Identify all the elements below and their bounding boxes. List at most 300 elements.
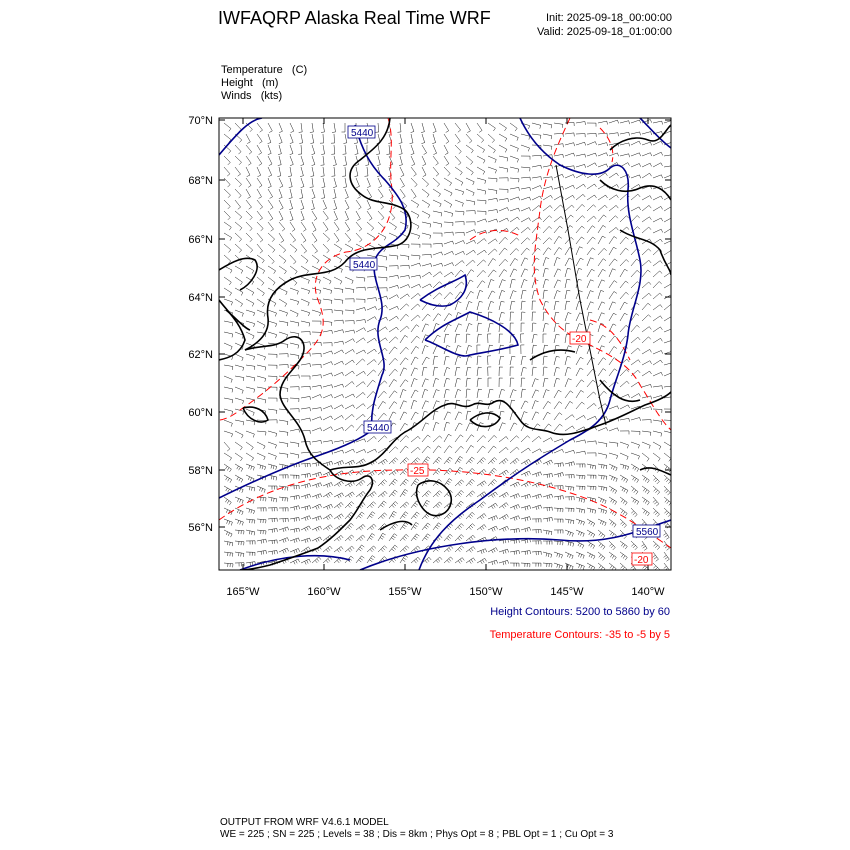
wind-barb: [565, 519, 574, 524]
wind-barb: [389, 545, 398, 552]
wind-barb: [433, 178, 440, 187]
wind-barb: [422, 284, 432, 288]
wind-barb: [587, 392, 596, 398]
wind-barb: [389, 306, 399, 310]
wind-barb: [301, 233, 306, 242]
wind-barb: [455, 558, 464, 564]
wind-barb: [246, 299, 254, 306]
wind-barb: [257, 178, 262, 187]
wind-barb: [411, 522, 419, 530]
wind-barb: [389, 412, 396, 420]
wind-barb: [224, 156, 230, 165]
wind-barb: [224, 211, 230, 220]
wind-barb: [521, 494, 531, 499]
wind-barb: [543, 517, 553, 521]
wind-barb: [321, 156, 325, 165]
wind-barb: [664, 284, 674, 289]
wind-barb: [642, 431, 651, 436]
wind-barb: [235, 266, 243, 274]
wind-barb: [235, 387, 243, 394]
wind-barb: [279, 343, 288, 348]
wind-barb: [554, 323, 559, 332]
wind-barb: [411, 512, 419, 519]
wind-barb: [609, 486, 617, 494]
wind-barb: [257, 530, 266, 534]
wind-barb: [664, 363, 674, 366]
wind-barb: [367, 233, 375, 241]
wind-barb: [224, 365, 233, 370]
wind-barb: [433, 263, 443, 266]
field-height: Height (m): [221, 77, 279, 89]
wind-barb: [367, 360, 376, 366]
wind-barb: [433, 468, 442, 475]
wind-barb: [410, 134, 413, 144]
wind-barb: [466, 291, 474, 299]
wind-barb: [532, 505, 542, 510]
wind-barb: [422, 156, 426, 166]
wind-barb: [620, 418, 630, 421]
wind-barb: [664, 475, 671, 484]
wind-barb: [554, 413, 562, 420]
wind-barb: [543, 177, 552, 181]
wind-barb: [433, 272, 442, 277]
wind-barb: [389, 222, 397, 230]
wind-barb: [411, 346, 419, 354]
wind-barb: [375, 123, 379, 132]
wind-barb: [257, 539, 267, 544]
wind-barb: [488, 210, 498, 214]
wind-barb: [345, 502, 354, 508]
wind-barb: [587, 163, 597, 167]
wind-barb: [246, 211, 252, 220]
field-temperature: Temperature (C): [221, 64, 308, 76]
wind-barb: [653, 261, 662, 266]
wind-barb: [422, 264, 432, 267]
wind-barb: [411, 336, 420, 343]
wind-barb: [532, 472, 542, 477]
wind-barb: [301, 211, 304, 221]
wind-barb: [532, 226, 540, 233]
wind-barb: [631, 348, 640, 354]
wind-barb: [433, 378, 439, 387]
wind-barb: [312, 417, 322, 420]
wind-barb: [554, 473, 564, 478]
wind-barb: [477, 167, 485, 175]
valid-time: Valid: 2025-09-18_01:00:00: [537, 26, 672, 38]
wind-barb: [565, 205, 574, 211]
wind-barb: [543, 390, 549, 398]
wind-barb: [565, 475, 574, 479]
wind-barb: [235, 508, 243, 515]
wind-barb: [587, 237, 595, 244]
wind-barb: [444, 468, 453, 475]
wind-barb: [631, 153, 641, 156]
wind-barb: [510, 367, 514, 376]
wind-barb: [587, 323, 593, 332]
wind-barb: [554, 226, 562, 233]
wind-barb: [342, 167, 346, 176]
wind-barb: [642, 303, 651, 310]
wind-barb: [356, 233, 362, 242]
wind-barb: [411, 479, 419, 486]
wind-barb: [444, 263, 454, 266]
wind-barb: [421, 123, 424, 133]
wind-barb: [411, 156, 415, 166]
wind-barb: [422, 491, 431, 497]
wind-barb: [246, 167, 250, 177]
wind-barb: [554, 390, 561, 398]
wind-barb: [499, 270, 507, 278]
wind-barb: [642, 282, 651, 288]
wind-barb: [257, 255, 264, 263]
wind-barb: [455, 423, 462, 431]
wind-barb: [455, 490, 464, 497]
wind-barb: [609, 406, 619, 409]
wind-barb: [620, 216, 629, 222]
wind-barb: [543, 552, 552, 558]
wind-barb: [642, 293, 651, 299]
wind-barb: [411, 447, 420, 453]
wind-barb: [345, 277, 353, 284]
wind-barb: [279, 255, 286, 263]
wind-barb: [609, 428, 619, 431]
wind-barb: [257, 167, 261, 177]
wind-barb: [367, 349, 376, 354]
wind-barb: [543, 460, 553, 465]
wind-barb: [466, 145, 473, 153]
wind-barb: [587, 563, 595, 570]
wind-barb: [235, 167, 241, 176]
wind-barb: [356, 211, 360, 221]
wind-barb: [620, 313, 628, 321]
wind-barb: [268, 518, 277, 522]
wind-barb: [356, 545, 364, 552]
wind-barb: [565, 334, 570, 343]
wind-barb: [345, 492, 354, 498]
wind-barb: [356, 287, 365, 291]
wind-barb: [598, 248, 607, 255]
wind-barb: [565, 450, 575, 453]
wind-barb: [488, 259, 496, 267]
wind-barb: [642, 442, 650, 449]
wind-barb: [477, 446, 485, 453]
wind-barb: [554, 174, 564, 178]
wind-barb: [334, 394, 344, 398]
wind-barb: [301, 277, 309, 284]
wind-barb: [411, 167, 416, 176]
wind-barb: [477, 290, 483, 299]
wind-barb: [653, 271, 662, 277]
wind-barb: [510, 312, 514, 321]
wind-barb: [466, 222, 475, 226]
wind-barb: [587, 142, 597, 145]
wind-barb: [323, 546, 332, 552]
wind-barb: [246, 134, 250, 144]
wind-barb: [521, 389, 526, 398]
wind-barb: [279, 538, 289, 543]
wind-barb: [224, 552, 233, 557]
wind-barb: [609, 347, 617, 355]
wind-barb: [312, 440, 322, 443]
wind-barb: [323, 343, 332, 347]
wind-barb: [488, 249, 497, 255]
wind-barb: [455, 211, 464, 215]
wind-barb: [301, 178, 304, 188]
wind-barb: [488, 446, 496, 453]
wind-barb: [587, 508, 596, 514]
wind-barb: [532, 401, 539, 409]
wind-barb: [378, 491, 387, 497]
wind-barb: [477, 211, 486, 215]
wind-barb: [466, 156, 473, 165]
wind-barb: [279, 266, 286, 274]
wind-barb: [235, 299, 243, 307]
wind-barb: [532, 177, 541, 181]
wind-barb: [620, 442, 629, 448]
wind-barb: [224, 442, 230, 451]
wind-barb: [466, 200, 475, 205]
wind-barb: [235, 145, 241, 154]
wind-barb: [334, 427, 344, 431]
wind-barb: [466, 189, 474, 196]
wind-barb: [521, 412, 527, 420]
wind-barb: [389, 285, 399, 288]
wind-barb: [279, 354, 288, 358]
wind-barb: [356, 222, 362, 231]
wind-barb: [235, 244, 242, 253]
wind-barb: [444, 251, 454, 255]
wind-barb: [477, 281, 485, 288]
wind-barb: [554, 258, 560, 267]
wind-barb: [268, 475, 277, 480]
wind-barb: [576, 475, 585, 479]
wind-barb: [576, 226, 585, 233]
wind-barb: [290, 321, 299, 326]
wind-barb: [411, 244, 420, 248]
wind-barb: [664, 329, 674, 332]
wind-barb: [279, 527, 289, 532]
wind-barb: [499, 447, 508, 453]
wind-barb: [345, 288, 354, 293]
wind-barb: [576, 519, 585, 525]
wind-barb: [268, 332, 277, 338]
wind-barb: [331, 134, 335, 143]
wind-barb: [301, 332, 310, 336]
wind-barb: [543, 438, 553, 442]
wind-barb: [290, 299, 299, 305]
wind-barb: [466, 334, 470, 343]
wind-barb: [400, 285, 410, 289]
wind-barb: [543, 530, 552, 535]
wind-barb: [488, 378, 492, 387]
wind-barb: [620, 431, 629, 435]
wind-barb: [521, 238, 530, 244]
wind-barb: [510, 356, 515, 365]
wind-barb: [620, 292, 629, 299]
wind-barb: [653, 327, 662, 332]
wind-barb: [477, 334, 482, 343]
wind-barb: [609, 541, 615, 550]
wind-barb: [554, 552, 563, 558]
wind-barb: [290, 485, 299, 489]
wind-barb: [400, 502, 409, 508]
wind-barb: [356, 382, 365, 387]
wind-barb: [488, 198, 498, 201]
wind-barb: [400, 335, 408, 343]
wind-barb: [312, 375, 321, 379]
wind-barb: [565, 258, 572, 266]
wind-barb: [499, 560, 509, 565]
wind-barb: [356, 328, 366, 332]
wind-barb: [323, 395, 333, 399]
wind-barb: [543, 312, 547, 321]
wind-barb: [466, 435, 474, 442]
wind-barb: [532, 186, 542, 190]
wind-barb: [378, 436, 387, 442]
wind-barb: [367, 524, 376, 530]
wind-barb: [257, 442, 265, 449]
wind-barb: [653, 431, 662, 437]
wind-barb: [400, 294, 409, 299]
wind-barb: [554, 312, 559, 321]
wind-barb: [609, 259, 617, 266]
wind-barb: [400, 275, 409, 278]
wind-barb: [246, 288, 254, 295]
wind-barb: [444, 241, 454, 244]
wind-barb: [543, 226, 552, 233]
wind-barb: [444, 167, 450, 176]
wind-barb: [411, 436, 420, 442]
wind-barb: [400, 436, 409, 443]
wind-barb: [466, 400, 470, 409]
wind-barb: [565, 486, 574, 491]
wind-barb: [532, 323, 536, 332]
wind-barb: [444, 123, 449, 133]
wind-barb: [488, 291, 495, 299]
wind-barb: [444, 412, 451, 420]
wind-barb: [389, 211, 395, 220]
wind-barb: [290, 528, 300, 532]
wind-barb: [510, 301, 515, 310]
wind-barb: [466, 558, 475, 564]
wind-barb: [609, 153, 619, 156]
wind-barb: [343, 178, 346, 188]
wind-barb: [554, 449, 564, 453]
wind-barb: [477, 145, 485, 153]
wind-barb: [433, 557, 442, 563]
wind-barb: [455, 241, 465, 245]
wind-barb: [421, 134, 424, 144]
wind-barb: [543, 563, 552, 567]
lon-tick-label: 145°W: [550, 586, 584, 598]
wind-barb: [334, 320, 343, 324]
wind-barb: [455, 524, 464, 531]
wind-barb: [312, 145, 315, 155]
wind-barb: [367, 222, 374, 231]
wind-barb: [367, 200, 371, 210]
wind-barb: [653, 475, 659, 484]
wind-barb: [543, 268, 549, 277]
wind-barb: [301, 559, 311, 564]
wind-barb: [532, 334, 537, 343]
wind-barb: [301, 463, 310, 467]
wind-barb: [587, 226, 595, 233]
wind-barb: [455, 456, 463, 464]
wind-barb: [400, 347, 409, 354]
wind-barb: [532, 519, 541, 523]
wind-barb: [444, 479, 452, 486]
lon-tick-label: 160°W: [307, 586, 341, 598]
wind-barb: [620, 405, 630, 409]
wind-barb: [411, 255, 420, 259]
wind-barb: [268, 123, 272, 133]
wind-barb: [279, 420, 288, 425]
wind-barb: [268, 200, 273, 209]
wind-barb: [312, 321, 321, 325]
wind-barb: [378, 358, 386, 365]
wind-barb: [609, 237, 617, 245]
wind-barb: [235, 365, 244, 371]
wind-barb: [499, 280, 506, 288]
wind-barb: [400, 468, 409, 475]
wind-barb: [565, 143, 575, 146]
wind-barb: [279, 332, 288, 338]
wind-barb: [301, 364, 311, 368]
wind-barb: [510, 269, 517, 277]
wind-barb: [367, 512, 375, 519]
wind-barb: [642, 384, 652, 387]
wind-barb: [268, 550, 278, 554]
wind-barb: [345, 244, 353, 252]
wind-barb: [653, 218, 663, 222]
wind-barb: [664, 486, 670, 495]
wind-barb: [433, 211, 442, 216]
wind-barb: [268, 464, 277, 470]
wind-barb: [312, 189, 315, 199]
wind-barb: [631, 394, 641, 399]
wind-barb: [334, 244, 342, 252]
wind-barb: [642, 486, 649, 494]
wind-barb: [323, 288, 332, 294]
wind-barb: [268, 453, 276, 460]
wind-barb: [290, 453, 299, 458]
wind-barb: [466, 547, 475, 553]
wind-barb: [488, 389, 493, 398]
wind-barb: [389, 337, 398, 343]
wind-barb: [433, 252, 443, 255]
wind-barb: [333, 189, 336, 199]
wind-barb: [444, 367, 450, 376]
wind-barb: [312, 385, 322, 388]
wind-barb: [334, 299, 343, 304]
wind-barb: [342, 123, 346, 132]
height-contour-caption: Height Contours: 5200 to 5860 by 60: [490, 606, 670, 618]
wind-barb: [334, 310, 343, 315]
wind-barb: [311, 167, 314, 177]
wind-barb: [477, 356, 481, 365]
wind-barb: [422, 145, 427, 155]
lat-tick-label: 70°N: [188, 115, 213, 127]
wind-barb: [499, 437, 508, 443]
wind-barb: [455, 200, 463, 207]
wind-barb: [576, 313, 583, 321]
wind-barb: [235, 475, 243, 482]
wind-barb: [642, 163, 652, 167]
wind-barb: [422, 211, 430, 218]
wind-barb: [532, 196, 542, 200]
wind-barb: [312, 557, 321, 563]
wind-barb: [290, 495, 300, 499]
